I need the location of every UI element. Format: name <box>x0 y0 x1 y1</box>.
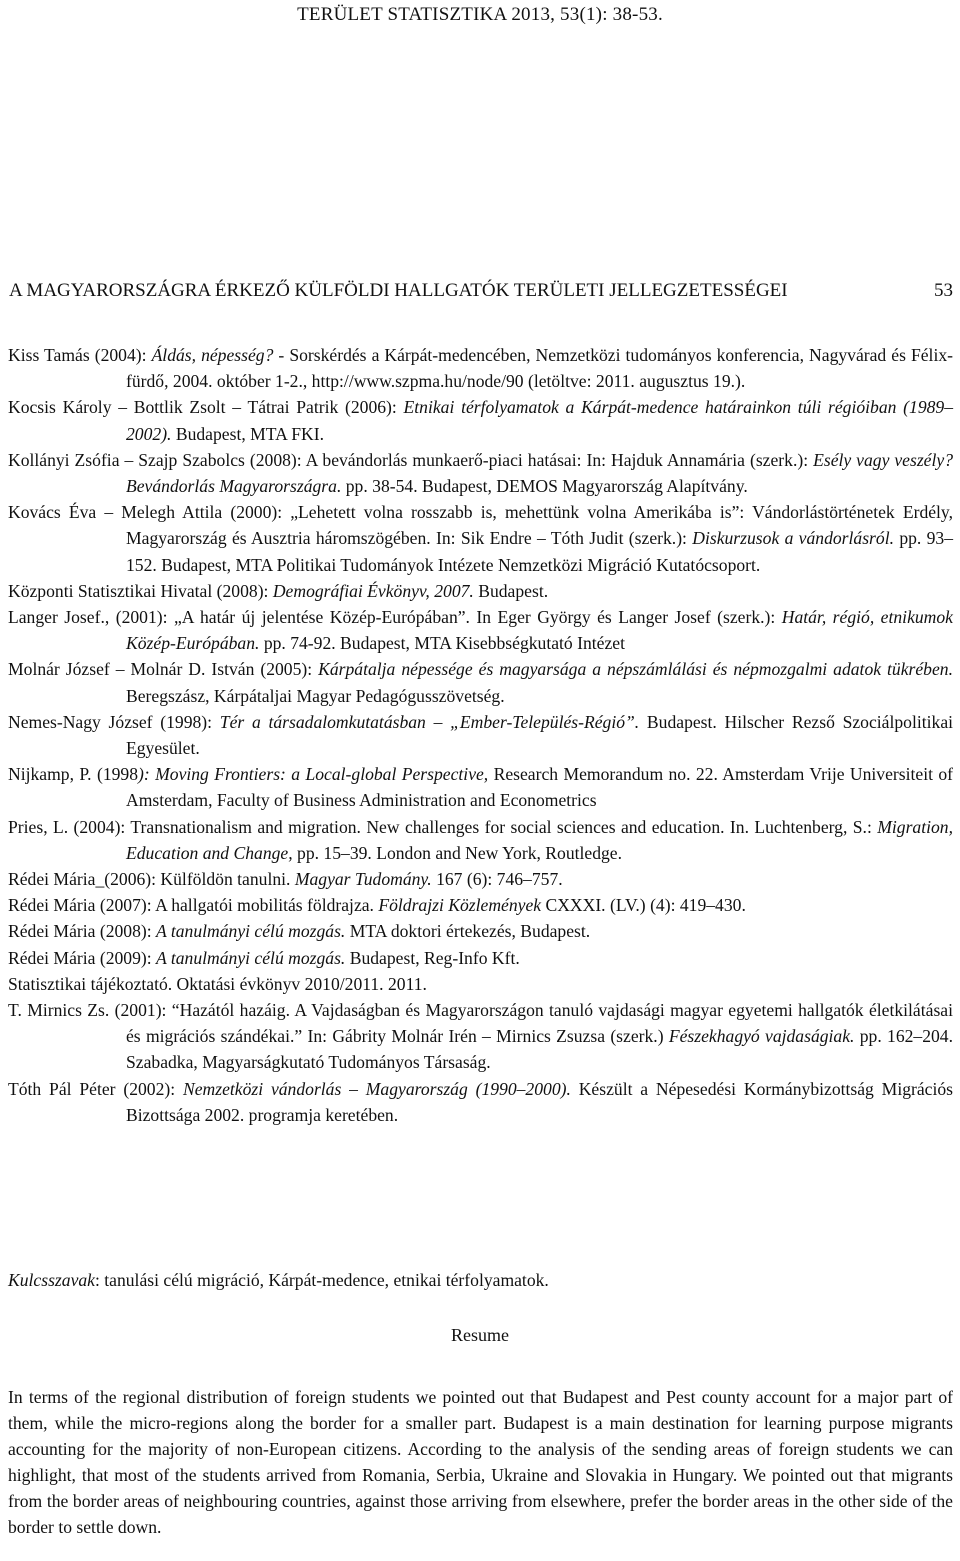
reference-text: Research Memorandum no. 22. Amsterdam Vrije Universiteit of Amsterdam, Faculty of Business Administration and Econometrics <box>126 764 954 811</box>
reference-text: T. Mirnics Zs. (2001): “Hazától hazáig. A Vajdaságban és Magyarországon tanuló vajdasági magyar egyetemi hallgatók életkilátásai és migrációs szándékai.” In: Gábrity Molnár Irén – Mirnics Zsuzsa (szerk.) <box>8 1000 953 1047</box>
reference-title: A tanulmányi célú mozgás. <box>156 947 346 968</box>
journal-header: TERÜLET STATISZTIKA 2013, 53(1): 38-53. <box>297 4 663 25</box>
reference-item <box>8 971 953 997</box>
reference-item <box>8 1076 953 1128</box>
reference-text: Nemes-Nagy József (1998): <box>8 711 220 732</box>
reference-text: CXXXI. (LV.) (4): 419–430. <box>541 895 746 916</box>
reference-title: Földrajzi Közlemények <box>378 895 542 916</box>
reference-text: Kollányi Zsófia – Szajp Szabolcs (2008): A bevándorlás munkaerő-piaci hatásai: In: Hajduk Annamária (szerk.): <box>8 449 814 470</box>
reference-title: Migration, Education and Change, <box>126 816 953 863</box>
reference-item <box>8 394 953 446</box>
reference-text: Langer Josef., (2001): „A határ új jelentése Közép-Európában”. In Eger György és Langer Josef (szerk.): <box>8 607 782 628</box>
reference-item <box>8 709 953 761</box>
reference-item <box>8 342 953 394</box>
reference-title: Fészekhagyó vajdaságiak. <box>668 1026 855 1047</box>
reference-item <box>8 656 953 708</box>
reference-list <box>8 342 953 1128</box>
reference-title: Áldás, népesség? <box>151 345 274 365</box>
resume-text: In terms of the regional distribution of foreign students we pointed out that Budapest and Pest county account for a major part of them, while the micro-regions along the border for a smaller part. Budapest is a main destination for learning purpose migrants accounting for the majority of non-European citizens. According to the analysis of the sending areas of foreign students we can highlight, that most of the students arrived from Romania, Serbia, Ukraine and Slovakia in Hungary. We pointed out that migrants from the border areas of neighbouring countries, against those arriving from elsewhere, prefer the border areas in the other side of the border to settle down. <box>8 1387 953 1537</box>
reference-title: Etnikai térfolyamatok a Kárpát-medence határainkon túli régióiban (1989–2002). <box>126 397 954 444</box>
reference-text: Rédei Mária (2007): A hallgatói mobilitás földrajza. <box>8 895 379 916</box>
reference-text: Budapest, Reg-Info Kft. <box>345 947 520 968</box>
reference-text: Budapest, MTA FKI. <box>171 423 324 444</box>
reference-text: Budapest. <box>473 580 549 601</box>
reference-text: Nijkamp, P. (1998 <box>8 764 139 785</box>
reference-title: Demográfiai Évkönyv, 2007. <box>272 580 474 601</box>
reference-item <box>8 499 953 578</box>
reference-text: Rédei Mária_(2006): Külföldön tanulni. <box>8 869 295 890</box>
reference-text: Kocsis Károly – Bottlik Zsolt – Tátrai Patrik (2006): <box>8 397 404 418</box>
reference-item <box>8 945 953 971</box>
running-head-title: A MAGYARORSZÁGRA ÉRKEZŐ KÜLFÖLDI HALLGATÓK TERÜLETI JELLEGZETESSÉGEI <box>9 280 788 301</box>
reference-text: Pries, L. (2004): Transnationalism and migration. New challenges for social sciences and education. In. Luchtenberg, S.: <box>8 816 878 837</box>
reference-title: Esély vagy veszély? Bevándorlás Magyarországra. <box>126 449 953 497</box>
reference-text: Rédei Mária (2009): <box>8 947 157 968</box>
reference-item <box>8 997 953 1076</box>
reference-item <box>8 604 953 656</box>
reference-text: Tóth Pál Péter (2002): <box>8 1078 183 1099</box>
reference-title: Diskurzusok a vándorlásról. <box>692 528 894 549</box>
reference-title: Nemzetközi vándorlás – Magyarország (1990–2000). <box>182 1078 571 1099</box>
reference-text: Statisztikai tájékoztató. Oktatási évkönyv 2010/2011. 2011. <box>8 973 427 994</box>
reference-item <box>8 866 953 892</box>
reference-text: pp. 15–39. London and New York, Routledge. <box>292 842 623 863</box>
reference-text: - Sorskérdés a Kárpát-medencében, Nemzetközi tudományos konferencia, Nagyvárad és Félix-fürdő, 2004. október 1-2., http://www.szpma.hu/node/90 (letöltve: 2011. augusztus 19.). <box>126 345 953 392</box>
reference-item <box>8 578 953 604</box>
reference-text: Budapest. Hilscher Rezső Szociálpolitikai Egyesület. <box>126 711 954 759</box>
page-number: 53 <box>934 280 953 301</box>
keywords-text: : tanulási célú migráció, Kárpát-medence, etnikai térfolyamatok. <box>94 1270 549 1290</box>
resume-title: Resume <box>451 1325 509 1345</box>
reference-title: Kárpátalja népessége és magyarsága a népszámlálási és népmozgalmi adatok tükrében. <box>318 659 953 680</box>
reference-text: Beregszász, Kárpátaljai Magyar Pedagógusszövetség. <box>126 685 505 706</box>
reference-text: Központi Statisztikai Hivatal (2008): <box>8 580 273 601</box>
reference-item <box>8 892 953 918</box>
reference-item <box>8 447 953 499</box>
reference-title: ): Moving Frontiers: a Local-global Perspective, <box>138 764 489 785</box>
reference-text: pp. 38-54. Budapest, DEMOS Magyarország Alapítvány. <box>341 476 748 497</box>
reference-item <box>8 918 953 944</box>
reference-title: A tanulmányi célú mozgás. <box>156 921 346 942</box>
reference-item <box>8 761 953 813</box>
running-head <box>9 280 953 302</box>
reference-text: Molnár József – Molnár D. István (2005): <box>8 659 319 680</box>
reference-title: Magyar Tudomány. <box>294 869 432 890</box>
reference-title: Határ, régió, etnikumok Közép-Európában. <box>126 607 953 654</box>
reference-text: Kiss Tamás (2004): <box>8 345 152 365</box>
reference-text: Kovács Éva – Melegh Attila (2000): „Lehetett volna rosszabb is, mehettünk volna Amerikába is”: Vándorlástörténetek Erdély, Magyarország és Ausztria háromszögében. In: Sik Endre – Tóth Judit (szerk.): <box>8 502 953 549</box>
reference-text: MTA doktori értekezés, Budapest. <box>345 921 591 942</box>
keywords <box>8 1267 953 1293</box>
reference-text: pp. 162–204. Szabadka, Magyarságkutató Tudományos Társaság. <box>126 1026 953 1073</box>
reference-text: pp. 74-92. Budapest, MTA Kisebbségkutató Intézet <box>259 633 625 654</box>
reference-text: pp. 93–152. Budapest, MTA Politikai Tudományok Intézete Nemzetközi Migráció Kutatócsoport. <box>126 528 954 575</box>
reference-item <box>8 814 953 866</box>
reference-text: Készült a Népesedési Kormánybizottság Migrációs Bizottsága 2002. programja keretében. <box>126 1078 954 1125</box>
reference-text: 167 (6): 746–757. <box>431 869 563 890</box>
reference-title: Tér a társadalomkutatásban – „Ember-Település-Régió”. <box>219 711 640 732</box>
reference-text: Rédei Mária (2008): <box>8 921 157 942</box>
keywords-label: Kulcsszavak <box>8 1270 95 1290</box>
